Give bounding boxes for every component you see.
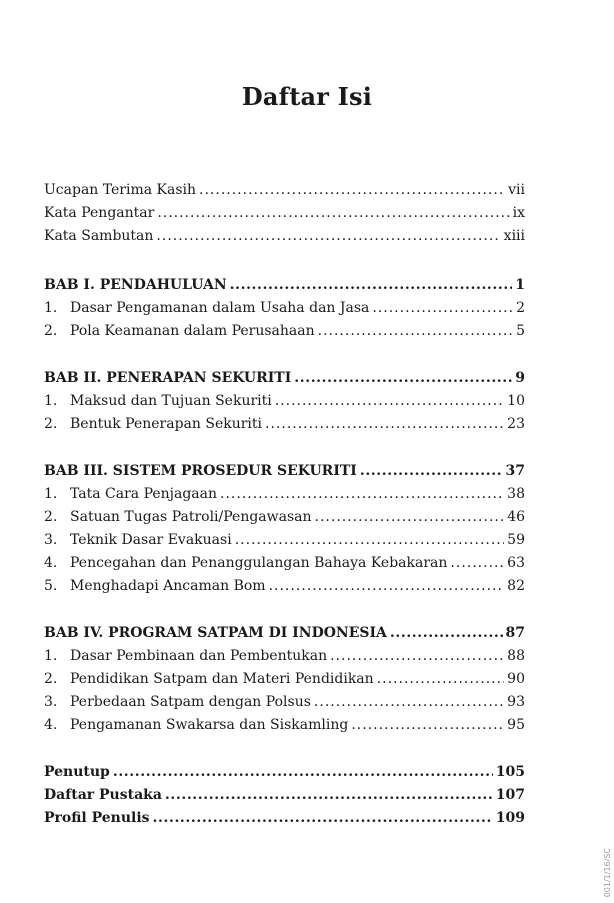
toc-chapter-title: BAB I. PENDAHULUAN: [44, 277, 227, 293]
toc-section-number: 2.: [44, 509, 58, 525]
side-code-label: 001/1/16/SC: [603, 847, 612, 897]
toc-section-page: 88: [507, 648, 525, 664]
toc-section-page: 93: [507, 694, 525, 710]
toc-section-title: Pendidikan Satpam dan Materi Pendidikan: [70, 671, 374, 687]
toc-section-title: Pola Keamanan dalam Perusahaan: [70, 323, 315, 339]
toc-section-entry[interactable]: [44, 714, 525, 737]
toc-entry-ucapan-terima-kasih[interactable]: [44, 179, 525, 202]
toc-section-number: 5.: [44, 578, 58, 594]
toc-chapter-heading[interactable]: [44, 622, 525, 645]
toc-section-page: 59: [507, 532, 525, 548]
toc-section-entry[interactable]: [44, 691, 525, 714]
toc-entry-title: Ucapan Terima Kasih: [44, 182, 197, 198]
dot-leader: [156, 225, 500, 248]
toc-chapter-heading[interactable]: [44, 367, 525, 390]
toc-section-entry[interactable]: [44, 552, 525, 575]
dot-leader: [315, 506, 505, 529]
toc-chapter-title: BAB II. PENERAPAN SEKURITI: [44, 370, 292, 386]
toc-section-title: Menghadapi Ancaman Bom: [70, 578, 266, 594]
toc-section-title: Bentuk Penerapan Sekuriti: [70, 416, 263, 432]
toc-front-matter: [44, 179, 525, 248]
dot-leader: [199, 179, 505, 202]
dot-leader: [377, 668, 504, 691]
toc-entry-page: xiii: [503, 228, 525, 244]
toc-section-page: 10: [507, 393, 525, 409]
toc-section-entry[interactable]: [44, 297, 525, 320]
toc-section-page: 95: [507, 717, 525, 733]
toc-section-number: 4.: [44, 555, 58, 571]
toc-section-entry[interactable]: [44, 645, 525, 668]
toc-section-title: Tata Cara Penjagaan: [70, 486, 218, 502]
toc-section-number: 2.: [44, 416, 58, 432]
toc-section-number: 2.: [44, 323, 58, 339]
dot-leader: [360, 460, 503, 483]
toc-entry-title: Kata Sambutan: [44, 228, 154, 244]
toc-chapter-title: BAB III. SISTEM PROSEDUR SEKURITI: [44, 463, 357, 479]
toc-chapter-page: 9: [515, 370, 525, 386]
dot-leader: [165, 784, 493, 807]
toc-chapter-3: [44, 460, 525, 598]
dot-leader: [450, 552, 504, 575]
toc-entry-title: Penutup: [44, 764, 110, 780]
dot-leader: [390, 622, 503, 645]
dot-leader: [314, 691, 504, 714]
toc-entry-page: 109: [495, 810, 525, 826]
toc-section-title: Maksud dan Tujuan Sekuriti: [70, 393, 272, 409]
toc-chapter-heading[interactable]: [44, 274, 525, 297]
toc-entry-page: 107: [495, 787, 525, 803]
dot-leader: [294, 367, 512, 390]
toc-section-number: 3.: [44, 532, 58, 548]
dot-leader: [372, 297, 513, 320]
toc-entry-kata-sambutan[interactable]: [44, 225, 525, 248]
dot-leader: [330, 645, 504, 668]
toc-section-title: Pengamanan Swakarsa dan Siskamling: [70, 717, 349, 733]
toc-section-number: 1.: [44, 300, 58, 316]
toc-section-entry[interactable]: [44, 390, 525, 413]
toc-section-entry[interactable]: [44, 506, 525, 529]
toc-chapter-1: [44, 274, 525, 343]
toc-section-page: 82: [507, 578, 525, 594]
toc-section-number: 3.: [44, 694, 58, 710]
toc-entry-title: Daftar Pustaka: [44, 787, 162, 803]
toc-section-entry[interactable]: [44, 320, 525, 343]
dot-leader: [235, 529, 504, 552]
toc-section-page: 23: [507, 416, 525, 432]
toc-section-entry[interactable]: [44, 413, 525, 436]
toc-entry-page: vii: [508, 182, 525, 198]
toc-section-number: 1.: [44, 486, 58, 502]
toc-chapter-title: BAB IV. PROGRAM SATPAM DI INDONESIA: [44, 625, 387, 641]
toc-entry-profil-penulis[interactable]: [44, 807, 525, 830]
toc-section-number: 2.: [44, 671, 58, 687]
toc-section-page: 2: [516, 300, 525, 316]
toc-entry-title: Kata Pengantar: [44, 205, 155, 221]
toc-section-title: Perbedaan Satpam dengan Polsus: [70, 694, 311, 710]
toc-section-page: 5: [516, 323, 525, 339]
toc-section-page: 90: [507, 671, 525, 687]
dot-leader: [157, 202, 509, 225]
dot-leader: [220, 483, 504, 506]
dot-leader: [230, 274, 513, 297]
toc-section-title: Teknik Dasar Evakuasi: [70, 532, 232, 548]
dot-leader: [153, 807, 493, 830]
toc-section-entry[interactable]: [44, 483, 525, 506]
toc-entry-daftar-pustaka[interactable]: [44, 784, 525, 807]
dot-leader: [265, 413, 504, 436]
toc-chapter-2: [44, 367, 525, 436]
toc-chapter-heading[interactable]: [44, 460, 525, 483]
dot-leader: [269, 575, 505, 598]
toc-entry-kata-pengantar[interactable]: [44, 202, 525, 225]
toc-entry-page: ix: [512, 205, 525, 221]
toc-section-title: Dasar Pengamanan dalam Usaha dan Jasa: [70, 300, 370, 316]
toc-section-title: Pencegahan dan Penanggulangan Bahaya Kebakaran: [70, 555, 448, 571]
toc-section-page: 38: [507, 486, 525, 502]
page-title: Daftar Isi: [241, 82, 373, 111]
toc-entry-title: Profil Penulis: [44, 810, 150, 826]
dot-leader: [113, 761, 493, 784]
toc-section-title: Dasar Pembinaan dan Pembentukan: [70, 648, 328, 664]
toc-section-page: 46: [507, 509, 525, 525]
toc-section-entry[interactable]: [44, 529, 525, 552]
toc-section-title: Satuan Tugas Patroli/Pengawasan: [70, 509, 312, 525]
toc-section-number: 1.: [44, 393, 58, 409]
toc-section-page: 63: [507, 555, 525, 571]
toc-section-entry[interactable]: [44, 575, 525, 598]
toc-chapter-4: [44, 622, 525, 737]
toc-section-number: 1.: [44, 648, 58, 664]
table-of-contents: [44, 179, 525, 854]
toc-chapter-page: 1: [515, 277, 525, 293]
toc-chapter-page: 37: [505, 463, 525, 479]
toc-entry-page: 105: [495, 764, 525, 780]
toc-entry-penutup[interactable]: [44, 761, 525, 784]
dot-leader: [351, 714, 504, 737]
toc-chapter-page: 87: [505, 625, 525, 641]
dot-leader: [318, 320, 513, 343]
toc-section-number: 4.: [44, 717, 58, 733]
toc-back-matter: [44, 761, 525, 830]
toc-section-entry[interactable]: [44, 668, 525, 691]
dot-leader: [275, 390, 504, 413]
